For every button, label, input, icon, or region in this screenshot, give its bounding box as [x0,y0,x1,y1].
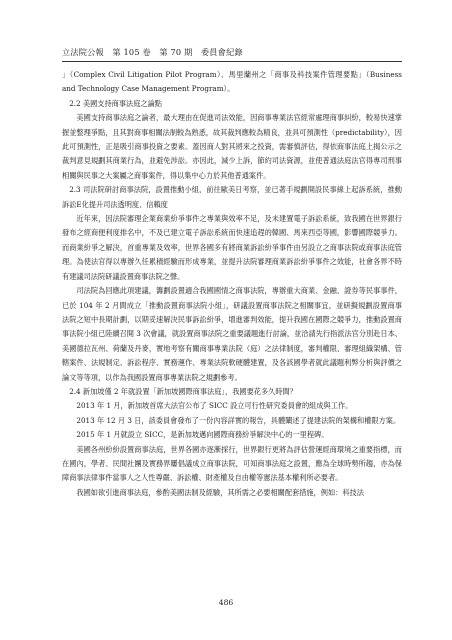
paragraph-introduce-commercial-court: 我國如欲引進商事法庭，參酌美國法制及經驗，其所需之必要相關配套措施，例如：科技法 [76,487,364,497]
paragraph-global-trend: 美國各州紛紛設置商事法庭，世界各國亦逐漸採行，世界銀行更將為評估營運經商環境之重要指標，而在國內，學者、民間社團及實務界屢倡議成立商事法院，可知商事法庭之設置，應為全球時勢所趨，亦為保障商事法律事件當事人之人性尊嚴、訴訟權、財產權及自由權等憲法基本權利所必要者。 [62,444,402,483]
paragraph-2013-december: 2013 年 12 月 3 日，該委員會發布了一份內容詳實的報告，具體闡述了提建法院的架構和權限方案。 [76,415,401,425]
section-heading-2-3: 2.3 司法院研討商事法院，設置推動小組，前往歐美日考察，並已著手規劃開設民事線上起訴系統，推動訴訟E化提升司法透明度、信賴度 [62,185,402,209]
paragraph-2013-january: 2013 年 1 月，新加坡首席大法官公布了 SICC 設立可行性研究委員會的組成與工作。 [76,401,353,411]
paragraph-support-arguments: 美國支持商事法庭之論者，最大理由在促進司法效能，因商事專業法官經常處理商事糾紛，較易快速掌握並整理爭點，且其對商事相關法制較為熟悉，故其裁判應較為精良，並具可預測性（predictability），因此可預測性，正是吸引商事投資之要素。蓋因商人對其將來之投資，需審慎評估，得依商事法庭上揭公示之裁判意見規劃其商業行為，並避免涉訟。亦因此，減少上訴，節約司法資源，並使普通法庭法官得專司刑事相關與民事之大案屬之商事案件，得以集中心力於其他普通案件。 [62,113,402,180]
gazette-header: 立法院公報 第 105 卷 第 70 期 委員會紀錄 [62,47,243,57]
header-divider [62,61,402,62]
paragraph-judicial-yuan-response: 司法院為回應此項建議，籌劃設置適合我國國情之商事法院，專辦重大商業、金融、證券等民事事件，已於 104 年 2 月間成立「推動設置商事法院小組」，研議設置商事法院之相關事宜，並研擬規劃設置商事法院之短中長期計劃，以期妥速解決民事訴訟紛爭，增進審判效能，提升我國在國際之競爭力，推動設置商事法院小組已陸續召開 3 次會議，就設置商事法院之重要議題進行討論，並洽請先行指派法官分別赴日本、美國德拉瓦州、荷蘭及丹麥，實地考察有關商事專業法院（庭）之法律制度，審判權限、審理組織架構、管轄案件、法規制定、訴訟程序、實務運作、專業法院軟硬體建置，及各該國學者就此議題利弊分析與評價之論文等等項，以作為我國設置商事專業法院之規劃參考。 [62,286,402,382]
page-number: 486 [218,598,234,607]
document-body [62,68,402,500]
paragraph-recent-years: 近年來，因法院審理企業商業紛爭事件之專業與效率不足，及未建置電子訴訟系統，致我國在世界銀行發布之經商便利度排名中，不及已建立電子訴訟系統而快速追趕的韓國、馬來西亞等國，影響國際競爭力。而商業紛爭之解決，首重專業及效率，世界各國多有將商業訴訟紛爭事件由另設立之商事法院或商事法庭管理。為使法官得以專辦久任累積經驗而形成專業，並提升法院審理商業訴訟紛爭事件之效能，社會各界不時有建議司法院研議設置商事法院之聲。 [62,214,402,281]
section-heading-2-2: 2.2 美國支持商事法庭之論點 [69,98,162,108]
section-heading-2-4: 2.4 新加坡僅 2 年就設置「新加坡國際商事法庭」，我國要花多久時間？ [69,386,297,396]
paragraph-2015-sicc: 2015 年 1 月就設立 SICC，是新加坡邁向國際商務紛爭解決中心的一里程碑。 [76,430,329,440]
paragraph-program-names: 」（Complex Civil Litigation Pilot Program）、馬里蘭州之「商事及科技案件管理要點」（Business and Technology Case Management Program）。 [62,70,402,94]
